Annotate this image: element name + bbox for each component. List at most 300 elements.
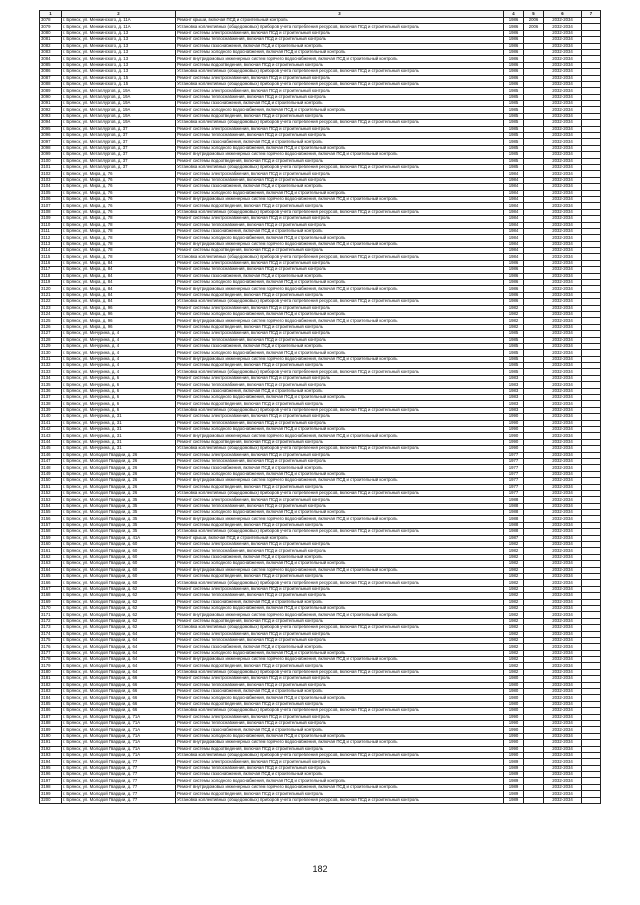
work-type-cell: Ремонт системы холодного водоснабжения, включая ПСД и строительный контроль [176,395,504,401]
work-type-cell: Ремонт системы холодного водоснабжения, включая ПСД и строительный контроль [176,695,504,701]
work-type-cell: Ремонт системы газоснабжения, включая ПСД и строительный контроль [176,465,504,471]
build-year-cell: 1986 [504,62,524,68]
column-number: 1 [40,11,62,18]
address-cell: г. Брянск, ул. Молодой Гвардии, д. 60 [62,573,176,579]
work-type-cell: Ремонт системы водоотведения, включая ПСД и строительный контроль [176,113,504,119]
work-type-cell: Ремонт системы электроснабжения, включая ПСД и строительный контроль [176,331,504,337]
address-cell: г. Брянск, ул. Мира, д. 84 [62,286,176,292]
build-year-cell: 1990 [504,414,524,420]
planned-period-cell: 2032-2034 [544,324,582,330]
address-cell: г. Брянск, ул. Молодой Гвардии, д. 41А [62,535,176,541]
address-cell: г. Брянск, ул. Мира, д. 78 [62,222,176,228]
work-type-cell: Ремонт внутридомовых инженерных систем горячего водоснабжения, включая ПСД и строительный контроль [176,784,504,790]
build-year-cell: 1988 [504,503,524,509]
row-number-cell: 3082 [40,43,62,49]
address-cell: г. Брянск, ул. Мира, д. 76 [62,184,176,190]
build-year-cell: 1977 [504,452,524,458]
work-type-cell: Ремонт системы холодного водоснабжения, включая ПСД и строительный контроль [176,605,504,611]
planned-period-cell: 2032-2034 [544,388,582,394]
planned-period-cell: 2032-2034 [544,356,582,362]
row-number-cell: 3108 [40,209,62,215]
address-cell: г. Брянск, ул. Молодой Гвардии, д. 64 [62,644,176,650]
address-cell: г. Брянск, ул. Мира, д. 96 [62,318,176,324]
table-row [40,676,601,682]
address-cell: г. Брянск, ул. Металлургов, д. 37 [62,158,176,164]
row-number-cell: 3105 [40,190,62,196]
row-number-cell: 3182 [40,682,62,688]
planned-period-cell: 2032-2034 [544,56,582,62]
address-cell: г. Брянск, ул. Мичурина, д. 6 [62,388,176,394]
address-cell: г. Брянск, ул. Молодой Гвардии, д. 35 [62,510,176,516]
row-number-cell: 3147 [40,458,62,464]
build-year-cell: 1990 [504,433,524,439]
address-cell: г. Брянск, ул. Молодой Гвардии, д. 26 [62,478,176,484]
build-year-cell: 1985 [504,120,524,126]
planned-period-cell: 2032-2034 [544,567,582,573]
planned-period-cell: 2032-2034 [544,350,582,356]
build-year-cell: 1980 [504,701,524,707]
row-number-cell: 3190 [40,733,62,739]
row-number-cell: 3083 [40,49,62,55]
address-cell: г. Брянск, ул. Металлургов, д. 19А [62,107,176,113]
row-number-cell: 3109 [40,216,62,222]
row-number-cell: 3124 [40,311,62,317]
planned-period-cell: 2032-2034 [544,228,582,234]
row-number-cell: 3107 [40,203,62,209]
row-number-cell: 3100 [40,158,62,164]
row-number-cell: 3187 [40,714,62,720]
address-cell: г. Брянск, ул. Молодой Гвардии, д. 64 [62,663,176,669]
build-year-cell: 1986 [504,24,524,30]
address-cell: г. Брянск, ул. Мира, д. 84 [62,273,176,279]
planned-period-cell: 2032-2034 [544,69,582,75]
planned-period-cell: 2032-2034 [544,363,582,369]
planned-period-cell: 2032-2034 [544,548,582,554]
build-year-cell: 1983 [504,395,524,401]
work-type-cell: Ремонт системы холодного водоснабжения, включая ПСД и строительный контроль [176,471,504,477]
row-number-cell: 3132 [40,363,62,369]
row-number-cell: 3115 [40,254,62,260]
row-number-cell: 3118 [40,273,62,279]
row-number-cell: 3180 [40,669,62,675]
work-type-cell: Ремонт внутридомовых инженерных систем горячего водоснабжения, включая ПСД и строительный контроль [176,657,504,663]
address-cell: г. Брянск, ул. Молодой Гвардии, д. 60 [62,580,176,586]
build-year-cell: 1983 [504,401,524,407]
table-row [40,503,601,509]
work-type-cell: Ремонт внутридомовых инженерных систем горячего водоснабжения, включая ПСД и строительный контроль [176,356,504,362]
build-year-cell: 1986 [504,56,524,62]
build-year-cell: 1985 [504,107,524,113]
build-year-cell: 1983 [504,388,524,394]
build-year-cell: 1990 [504,740,524,746]
build-year-cell: 1989 [504,797,524,803]
build-year-cell: 1986 [504,37,524,43]
work-type-cell: Ремонт внутридомовых инженерных систем горячего водоснабжения, включая ПСД и строительный контроль [176,567,504,573]
work-type-cell: Ремонт системы электроснабжения, включая ПСД и строительный контроль [176,414,504,420]
table-row [40,529,601,535]
build-year-cell: 1982 [504,650,524,656]
work-type-cell: Ремонт системы теплоснабжения, включая ПСД и строительный контроль [176,382,504,388]
row-number-cell: 3151 [40,484,62,490]
build-year-cell: 1982 [504,669,524,675]
planned-period-cell: 2032-2034 [544,49,582,55]
table-row [40,62,601,68]
address-cell: г. Брянск, ул. Молодой Гвардии, д. 66 [62,708,176,714]
row-number-cell: 3193 [40,752,62,758]
planned-period-cell: 2032-2034 [544,164,582,170]
planned-period-cell: 2032-2034 [544,369,582,375]
work-type-cell: Установка коллективных (общедомовых) приборов учета потребления ресурсов, включая ПСД и строительный контроль [176,625,504,631]
address-cell: г. Брянск, ул. Мира, д. 76 [62,209,176,215]
work-type-cell: Ремонт системы газоснабжения, включая ПСД и строительный контроль [176,184,504,190]
work-type-cell: Ремонт внутридомовых инженерных систем горячего водоснабжения, включая ПСД и строительный контроль [176,286,504,292]
planned-period-cell: 2032-2034 [544,101,582,107]
planned-period-cell: 2032-2034 [544,382,582,388]
row-number-cell: 3117 [40,267,62,273]
table-row [40,573,601,579]
address-cell: г. Брянск, ул. Молодой Гвардии, д. 64 [62,650,176,656]
work-type-cell: Установка коллективных (общедомовых) приборов учета потребления ресурсов, включая ПСД и строительный контроль [176,24,504,30]
work-type-cell: Ремонт системы газоснабжения, включая ПСД и строительный контроль [176,388,504,394]
address-cell: г. Брянск, ул. Мичурина, д. 4 [62,343,176,349]
build-year-cell: 1985 [504,126,524,132]
address-cell: г. Брянск, ул. Молодой Гвардии, д. 77 [62,765,176,771]
row-number-cell: 3156 [40,516,62,522]
work-type-cell: Ремонт системы газоснабжения, включая ПСД и строительный контроль [176,101,504,107]
planned-period-cell: 2032-2034 [544,778,582,784]
row-number-cell: 3199 [40,791,62,797]
planned-period-cell: 2032-2034 [544,427,582,433]
row-number-cell: 3114 [40,248,62,254]
build-year-cell: 1990 [504,439,524,445]
row-number-cell: 3197 [40,778,62,784]
planned-period-cell: 2032-2034 [544,299,582,305]
address-cell: г. Брянск, ул. Мичурина, д. 31 [62,420,176,426]
column-number: 5 [524,11,544,18]
planned-period-cell: 2032-2034 [544,216,582,222]
row-number-cell: 3192 [40,746,62,752]
address-cell: г. Брянск, ул. Мира, д. 76 [62,177,176,183]
address-cell: г. Брянск, ул. Менжинского, д. 13 [62,62,176,68]
table-row [40,669,601,675]
table-row [40,752,601,758]
address-cell: г. Брянск, ул. Молодой Гвардии, д. 62 [62,586,176,592]
build-year-cell: 1982 [504,663,524,669]
work-type-cell: Ремонт системы водоотведения, включая ПСД и строительный контроль [176,292,504,298]
planned-period-cell: 2032-2034 [544,62,582,68]
table-row [40,478,601,484]
table-row [40,657,601,663]
planned-period-cell: 2032-2034 [544,177,582,183]
work-type-cell: Ремонт системы электроснабжения, включая ПСД и строительный контроль [176,88,504,94]
table-row [40,772,601,778]
build-year-cell: 1990 [504,727,524,733]
planned-period-cell: 2032-2034 [544,772,582,778]
build-year-cell: 1986 [504,280,524,286]
address-cell: г. Брянск, ул. Молодой Гвардии, д. 26 [62,490,176,496]
address-cell: г. Брянск, ул. Молодой Гвардии, д. 35 [62,516,176,522]
build-year-cell: 1985 [504,94,524,100]
build-year-cell: 1984 [504,190,524,196]
row-number-cell: 3110 [40,222,62,228]
work-type-cell: Ремонт внутридомовых инженерных систем горячего водоснабжения, включая ПСД и строительный контроль [176,740,504,746]
planned-period-cell: 2032-2034 [544,171,582,177]
address-cell: г. Брянск, ул. Мира, д. 84 [62,260,176,266]
planned-period-cell: 2032-2034 [544,260,582,266]
table-row [40,30,601,36]
work-type-cell: Установка коллективных (общедомовых) приборов учета потребления ресурсов, включая ПСД и строительный контроль [176,209,504,215]
build-year-cell: 1982 [504,542,524,548]
planned-period-cell: 2032-2034 [544,292,582,298]
build-year-cell: 1982 [504,625,524,631]
build-year-cell: 1983 [504,407,524,413]
build-year-cell: 1986 [504,18,524,24]
planned-period-cell: 2032-2034 [544,797,582,803]
table-row [40,714,601,720]
table-row [40,689,601,695]
build-year-cell: 1985 [504,158,524,164]
address-cell: г. Брянск, ул. Молодой Гвардии, д. 71А [62,740,176,746]
planned-period-cell: 2032-2034 [544,554,582,560]
work-type-cell: Ремонт системы газоснабжения, включая ПСД и строительный контроль [176,772,504,778]
row-number-cell: 3200 [40,797,62,803]
address-cell: г. Брянск, ул. Молодой Гвардии, д. 71А [62,733,176,739]
row-number-cell: 3186 [40,708,62,714]
row-number-cell: 3119 [40,280,62,286]
address-cell: г. Брянск, ул. Металлургов, д. 19А [62,88,176,94]
build-year-cell: 1984 [504,177,524,183]
address-cell: г. Брянск, ул. Менжинского, д. 15 [62,81,176,87]
row-number-cell: 3139 [40,407,62,413]
table-row [40,49,601,55]
row-number-cell: 3179 [40,663,62,669]
address-cell: г. Брянск, ул. Мира, д. 76 [62,196,176,202]
work-type-cell: Ремонт системы газоснабжения, включая ПСД и строительный контроль [176,727,504,733]
work-type-cell: Ремонт системы электроснабжения, включая ПСД и строительный контроль [176,375,504,381]
build-year-cell: 1984 [504,203,524,209]
table-row [40,133,601,139]
row-number-cell: 3155 [40,510,62,516]
work-type-cell: Ремонт системы теплоснабжения, включая ПСД и строительный контроль [176,458,504,464]
build-year-cell: 1982 [504,305,524,311]
build-year-cell: 1985 [504,145,524,151]
repair-register-table [39,10,601,804]
table-row [40,164,601,170]
build-year-cell: 1985 [504,337,524,343]
work-type-cell: Ремонт системы холодного водоснабжения, включая ПСД и строительный контроль [176,350,504,356]
work-type-cell: Ремонт системы теплоснабжения, включая ПСД и строительный контроль [176,37,504,43]
address-cell: г. Брянск, ул. Мира, д. 84 [62,267,176,273]
address-cell: г. Брянск, ул. Металлургов, д. 37 [62,152,176,158]
address-cell: г. Брянск, ул. Молодой Гвардии, д. 35 [62,503,176,509]
address-cell: г. Брянск, ул. Молодой Гвардии, д. 77 [62,797,176,803]
planned-period-cell: 2032-2034 [544,254,582,260]
address-cell: г. Брянск, ул. Молодой Гвардии, д. 71А [62,727,176,733]
work-type-cell: Ремонт системы электроснабжения, включая ПСД и строительный контроль [176,714,504,720]
table-row [40,490,601,496]
address-cell: г. Брянск, ул. Молодой Гвардии, д. 62 [62,605,176,611]
row-number-cell: 3080 [40,30,62,36]
row-number-cell: 3175 [40,637,62,643]
address-cell: г. Брянск, ул. Молодой Гвардии, д. 60 [62,542,176,548]
row-number-cell: 3091 [40,101,62,107]
row-number-cell: 3177 [40,650,62,656]
build-year-cell: 1982 [504,561,524,567]
planned-period-cell: 2032-2034 [544,248,582,254]
row-number-cell: 3144 [40,439,62,445]
work-type-cell: Ремонт системы газоснабжения, включая ПСД и строительный контроль [176,599,504,605]
table-row [40,126,601,132]
row-number-cell: 3150 [40,478,62,484]
row-number-cell: 3129 [40,343,62,349]
planned-period-cell: 2032-2034 [544,497,582,503]
work-type-cell: Ремонт системы теплоснабжения, включая ПСД и строительный контроль [176,720,504,726]
build-year-cell: 1984 [504,209,524,215]
work-type-cell: Установка коллективных (общедомовых) приборов учета потребления ресурсов, включая ПСД и строительный контроль [176,407,504,413]
address-cell: г. Брянск, ул. Молодой Гвардии, д. 26 [62,465,176,471]
work-type-cell: Ремонт системы холодного водоснабжения, включая ПСД и строительный контроль [176,733,504,739]
planned-period-cell: 2032-2034 [544,241,582,247]
planned-period-cell: 2032-2034 [544,510,582,516]
work-type-cell: Ремонт внутридомовых инженерных систем горячего водоснабжения, включая ПСД и строительный контроль [176,56,504,62]
table-row [40,593,601,599]
table-row [40,522,601,528]
address-cell: г. Брянск, ул. Молодой Гвардии, д. 66 [62,682,176,688]
planned-period-cell: 2032-2034 [544,669,582,675]
build-year-cell: 1985 [504,343,524,349]
work-type-cell: Ремонт внутридомовых инженерных систем горячего водоснабжения, включая ПСД и строительный контроль [176,478,504,484]
build-year-cell: 1985 [504,101,524,107]
build-year-cell: 1986 [504,299,524,305]
row-number-cell: 3170 [40,605,62,611]
column-number: 3 [176,11,504,18]
planned-period-cell: 2032-2034 [544,452,582,458]
work-type-cell: Ремонт системы водоотведения, включая ПСД и строительный контроль [176,522,504,528]
address-cell: г. Брянск, ул. Мира, д. 78 [62,241,176,247]
build-year-cell: 1984 [504,241,524,247]
address-cell: г. Брянск, ул. Молодой Гвардии, д. 62 [62,612,176,618]
row-number-cell: 3096 [40,133,62,139]
build-year-cell: 1980 [504,682,524,688]
build-year-cell: 1984 [504,184,524,190]
build-year-cell: 1989 [504,765,524,771]
work-type-cell: Установка коллективных (общедомовых) приборов учета потребления ресурсов, включая ПСД и строительный контроль [176,120,504,126]
row-number-cell: 3153 [40,497,62,503]
work-type-cell: Ремонт системы холодного водоснабжения, включая ПСД и строительный контроль [176,145,504,151]
work-type-cell: Ремонт внутридомовых инженерных систем горячего водоснабжения, включая ПСД и строительный контроль [176,152,504,158]
planned-period-cell: 2032-2034 [544,631,582,637]
build-year-cell: 1982 [504,612,524,618]
planned-period-cell: 2032-2034 [544,701,582,707]
planned-period-cell: 2032-2034 [544,478,582,484]
row-number-cell: 3152 [40,490,62,496]
planned-period-cell: 2032-2034 [544,88,582,94]
work-type-cell: Ремонт системы теплоснабжения, включая ПСД и строительный контроль [176,503,504,509]
work-type-cell: Ремонт системы водоотведения, включая ПСД и строительный контроль [176,618,504,624]
build-year-cell: 1986 [504,292,524,298]
address-cell: г. Брянск, ул. Металлургов, д. 37 [62,139,176,145]
row-number-cell: 3191 [40,740,62,746]
build-year-cell: 1984 [504,254,524,260]
work-type-cell: Ремонт системы электроснабжения, включая ПСД и строительный контроль [176,676,504,682]
work-type-cell: Ремонт системы электроснабжения, включая ПСД и строительный контроль [176,542,504,548]
table-row [40,625,601,631]
build-year-cell: 1982 [504,567,524,573]
row-number-cell: 3185 [40,701,62,707]
planned-period-cell: 2032-2034 [544,184,582,190]
address-cell: г. Брянск, ул. Менжинского, д. 13 [62,56,176,62]
work-type-cell: Ремонт системы теплоснабжения, включая ПСД и строительный контроль [176,420,504,426]
build-year-cell: 1982 [504,657,524,663]
column-number: 7 [582,11,601,18]
planned-period-cell: 2032-2034 [544,126,582,132]
row-number-cell: 3140 [40,414,62,420]
address-cell: г. Брянск, ул. Мира, д. 78 [62,248,176,254]
row-number-cell: 3095 [40,126,62,132]
overhaul-year-cell: 2006 [524,18,544,24]
address-cell: г. Брянск, ул. Мира, д. 96 [62,311,176,317]
table-row [40,471,601,477]
work-type-cell: Ремонт системы холодного водоснабжения, включая ПСД и строительный контроль [176,427,504,433]
table-row [40,56,601,62]
work-type-cell: Ремонт системы водоотведения, включая ПСД и строительный контроль [176,248,504,254]
planned-period-cell: 2032-2034 [544,43,582,49]
address-cell: г. Брянск, ул. Мира, д. 78 [62,254,176,260]
build-year-cell: 1984 [504,235,524,241]
address-cell: г. Брянск, ул. Молодой Гвардии, д. 71А [62,720,176,726]
row-number-cell: 3084 [40,56,62,62]
work-type-cell: Ремонт системы газоснабжения, включая ПСД и строительный контроль [176,644,504,650]
row-number-cell: 3094 [40,120,62,126]
row-number-cell: 3089 [40,88,62,94]
work-type-cell: Ремонт системы газоснабжения, включая ПСД и строительный контроль [176,343,504,349]
planned-period-cell: 2032-2034 [544,407,582,413]
table-row [40,759,601,765]
planned-period-cell: 2032-2034 [544,612,582,618]
row-number-cell: 3087 [40,75,62,81]
build-year-cell: 1977 [504,478,524,484]
column-number: 6 [544,11,582,18]
planned-period-cell: 2032-2034 [544,446,582,452]
address-cell: г. Брянск, ул. Менжинского, д. 13 [62,49,176,55]
planned-period-cell: 2032-2034 [544,120,582,126]
planned-period-cell: 2032-2034 [544,196,582,202]
work-type-cell: Ремонт системы теплоснабжения, включая ПСД и строительный контроль [176,94,504,100]
planned-period-cell: 2032-2034 [544,573,582,579]
work-type-cell: Ремонт внутридомовых инженерных систем горячего водоснабжения, включая ПСД и строительный контроль [176,433,504,439]
address-cell: г. Брянск, ул. Мира, д. 78 [62,235,176,241]
planned-period-cell: 2032-2034 [544,605,582,611]
build-year-cell: 1982 [504,318,524,324]
table-row [40,548,601,554]
build-year-cell: 1989 [504,759,524,765]
address-cell: г. Брянск, ул. Молодой Гвардии, д. 26 [62,471,176,477]
work-type-cell: Ремонт системы электроснабжения, включая ПСД и строительный контроль [176,126,504,132]
planned-period-cell: 2032-2034 [544,708,582,714]
planned-period-cell: 2032-2034 [544,561,582,567]
planned-period-cell: 2032-2034 [544,727,582,733]
table-row [40,644,601,650]
planned-period-cell: 2032-2034 [544,458,582,464]
planned-period-cell: 2032-2034 [544,484,582,490]
row-number-cell: 3079 [40,24,62,30]
row-number-cell: 3085 [40,62,62,68]
row-number-cell: 3113 [40,241,62,247]
work-type-cell: Ремонт системы водоотведения, включая ПСД и строительный контроль [176,791,504,797]
work-type-cell: Ремонт системы водоотведения, включая ПСД и строительный контроль [176,746,504,752]
work-type-cell: Ремонт системы электроснабжения, включая ПСД и строительный контроль [176,75,504,81]
row-number-cell: 3154 [40,503,62,509]
